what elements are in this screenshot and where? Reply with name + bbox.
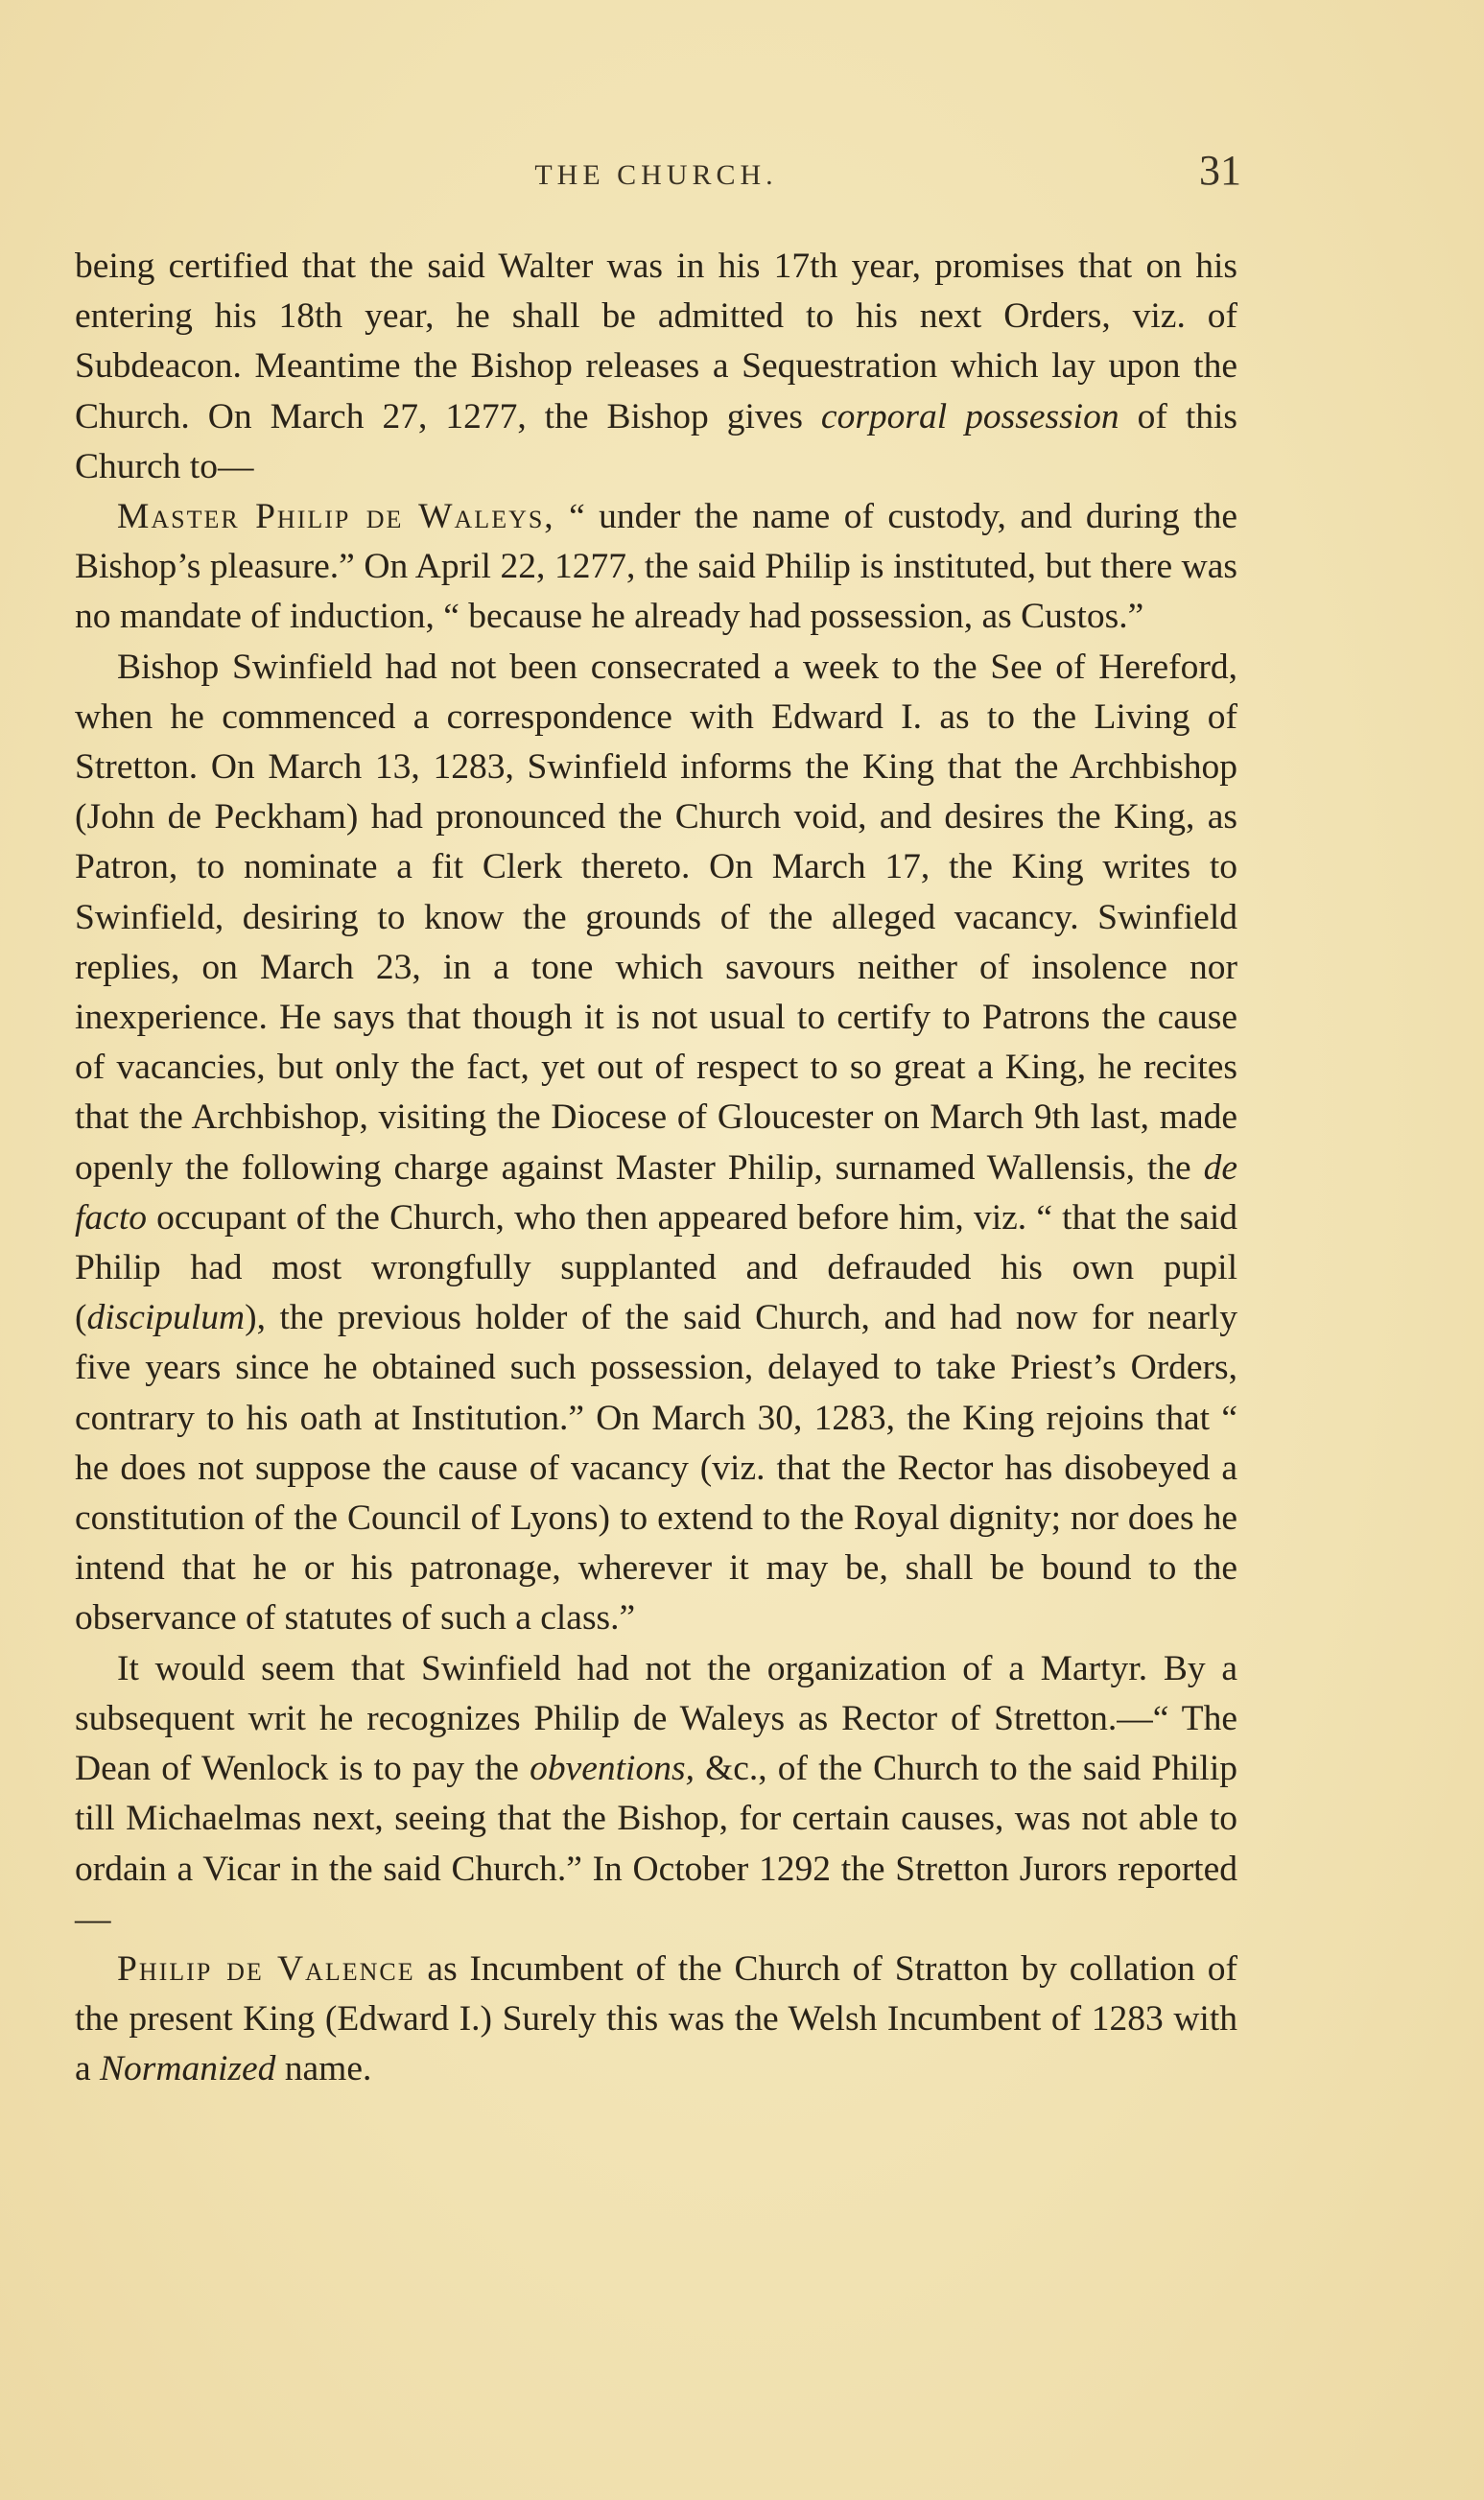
page-number: 31 xyxy=(1199,147,1241,194)
paragraph-5-text-c: name. xyxy=(275,2049,372,2089)
paragraph-2 xyxy=(75,492,1237,643)
paragraph-1-text-c: of this Church to— xyxy=(75,396,1238,486)
paragraph-5 xyxy=(75,1945,1237,2095)
page-header xyxy=(75,144,1241,201)
incumbent-name-small-caps: Philip de Valence xyxy=(117,1948,415,1989)
paragraph-5-text-a: as Incumbent of the Church of Stratton by collation of the present King (Edward I.) Surely this was the Welsh Incumbent of 1283 with a xyxy=(75,1948,1237,2089)
paragraph-3-text-c: occupant of the Church, who then appeared before him, viz. “ that the said Philip had most wrongfully supplanted and defrauded his own pupil ( xyxy=(75,1197,1237,1338)
paragraph-1-italic-phrase: corporal possession xyxy=(820,396,1119,436)
paragraph-4-text-a: It would seem that Swinfield had not the organization of a Martyr. By a subsequent writ he recognizes Philip de Waleys as Rector of Stretton.—“ The Dean of Wenlock is to pay the xyxy=(75,1648,1237,1789)
paragraph-4-italic-obventions: obventions, xyxy=(530,1749,695,1789)
body-text xyxy=(75,242,1237,2095)
paragraph-3-text-e: ), the previous holder of the said Church, and had now for nearly five years since he obtained such possession, delayed to take Priest’s Orders, contrary to his oath at Institution.” On March 30, 1283, the King rejoins that “ he does not suppose the cause of vacancy (viz. that the Rector has disobeyed a constitution of the Council of Lyons) to extend to the Royal dignity; nor does he intend that he or his patronage, wherever it may be, shall be bound to the observance of statutes of such a class.” xyxy=(75,1298,1237,1639)
paragraph-2-text: “ under the name of custody, and during the Bishop’s pleasure.” On April 22, 1277, the said Philip is instituted, but there was no mandate of induction, “ because he already had possession, as Custos.” xyxy=(75,497,1237,637)
paragraph-3-text-a: Bishop Swinfield had not been consecrated a week to the See of Hereford, when he commenced a correspondence with Edward I. as to the Living of Stretton. On March 13, 1283, Swinfield informs the King that the Archbishop (John de Peckham) had pronounced the Church void, and desires the King, as Patron, to nominate a fit Clerk thereto. On March 17, the King writes to Swinfield, desiring to know the grounds of the alleged vacancy. Swinfield replies, on March 23, in a tone which savours neither of insolence nor inexperience. He says that though it is not usual to certify to Patrons the cause of vacancies, but only the fact, yet out of respect to so great a King, he recites that the Archbishop, visiting the Diocese of Gloucester on March 9th last, made openly the following charge against Master Philip, surnamed Wallensis, the xyxy=(75,647,1237,1188)
paragraph-4-text-c: &c., of the Church to the said Philip till Michaelmas next, seeing that the Bishop, for certain causes, was not able to ordain a Vicar in the said Church.” In October 1292 the Stretton Jurors reported— xyxy=(75,1749,1238,1939)
rector-name-small-caps: Master Philip de Waleys, xyxy=(117,497,555,537)
paragraph-1 xyxy=(75,242,1237,492)
running-title: THE CHURCH. xyxy=(534,159,778,191)
paragraph-3-italic-discipulum: discipulum xyxy=(86,1298,246,1338)
paragraph-1-text-a: being certified that the said Walter was in his 17th year, promises that on his entering his 18th year, he shall be admitted to his next Orders, viz. of Subdeacon. Meantime the Bishop releases a Sequestration which lay upon the Church. On March 27, 1277, the Bishop gives xyxy=(75,247,1237,436)
paragraph-5-italic-normanized: Normanized xyxy=(100,2049,276,2089)
paragraph-4 xyxy=(75,1644,1237,1945)
paragraph-3 xyxy=(75,643,1237,1644)
paragraph-3-italic-de-facto: de facto xyxy=(75,1147,1237,1238)
